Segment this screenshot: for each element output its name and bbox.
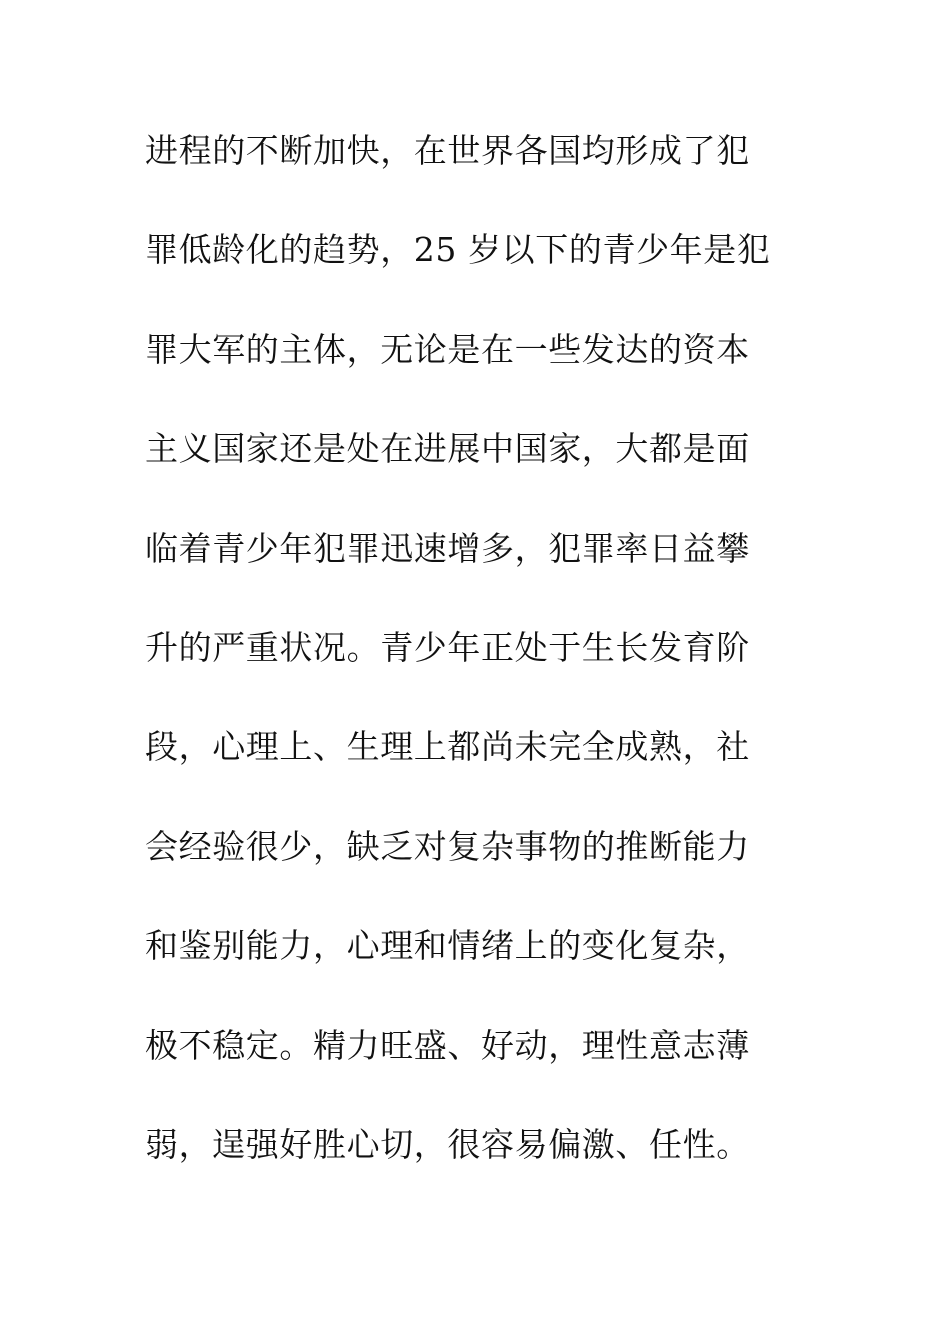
body-paragraph — [145, 125, 805, 1218]
text-line: 罪大军的主体，无论是在一些发达的资本 — [145, 329, 750, 369]
text-line: 极不稳定。精力旺盛、好动，理性意志薄 — [145, 1025, 750, 1065]
text-line: 罪低龄化的趋势，25 岁以下的青少年是犯 — [145, 230, 771, 270]
text-line: 会经验很少，缺乏对复杂事物的推断能力 — [145, 826, 750, 866]
text-line: 和鉴别能力，心理和情绪上的变化复杂， — [145, 926, 750, 966]
text-line: 临着青少年犯罪迅速增多，犯罪率日益攀 — [145, 528, 750, 568]
text-line: 弱，逞强好胜心切，很容易偏激、任性。 — [145, 1124, 750, 1164]
text-line: 段，心理上、生理上都尚未完全成熟，社 — [145, 727, 750, 767]
text-line: 进程的不断加快，在世界各国均形成了犯 — [145, 131, 750, 170]
text-line: 主义国家还是处在进展中国家，大都是面 — [145, 429, 750, 469]
text-line: 升的严重状况。青少年正处于生长发育阶 — [145, 627, 750, 667]
